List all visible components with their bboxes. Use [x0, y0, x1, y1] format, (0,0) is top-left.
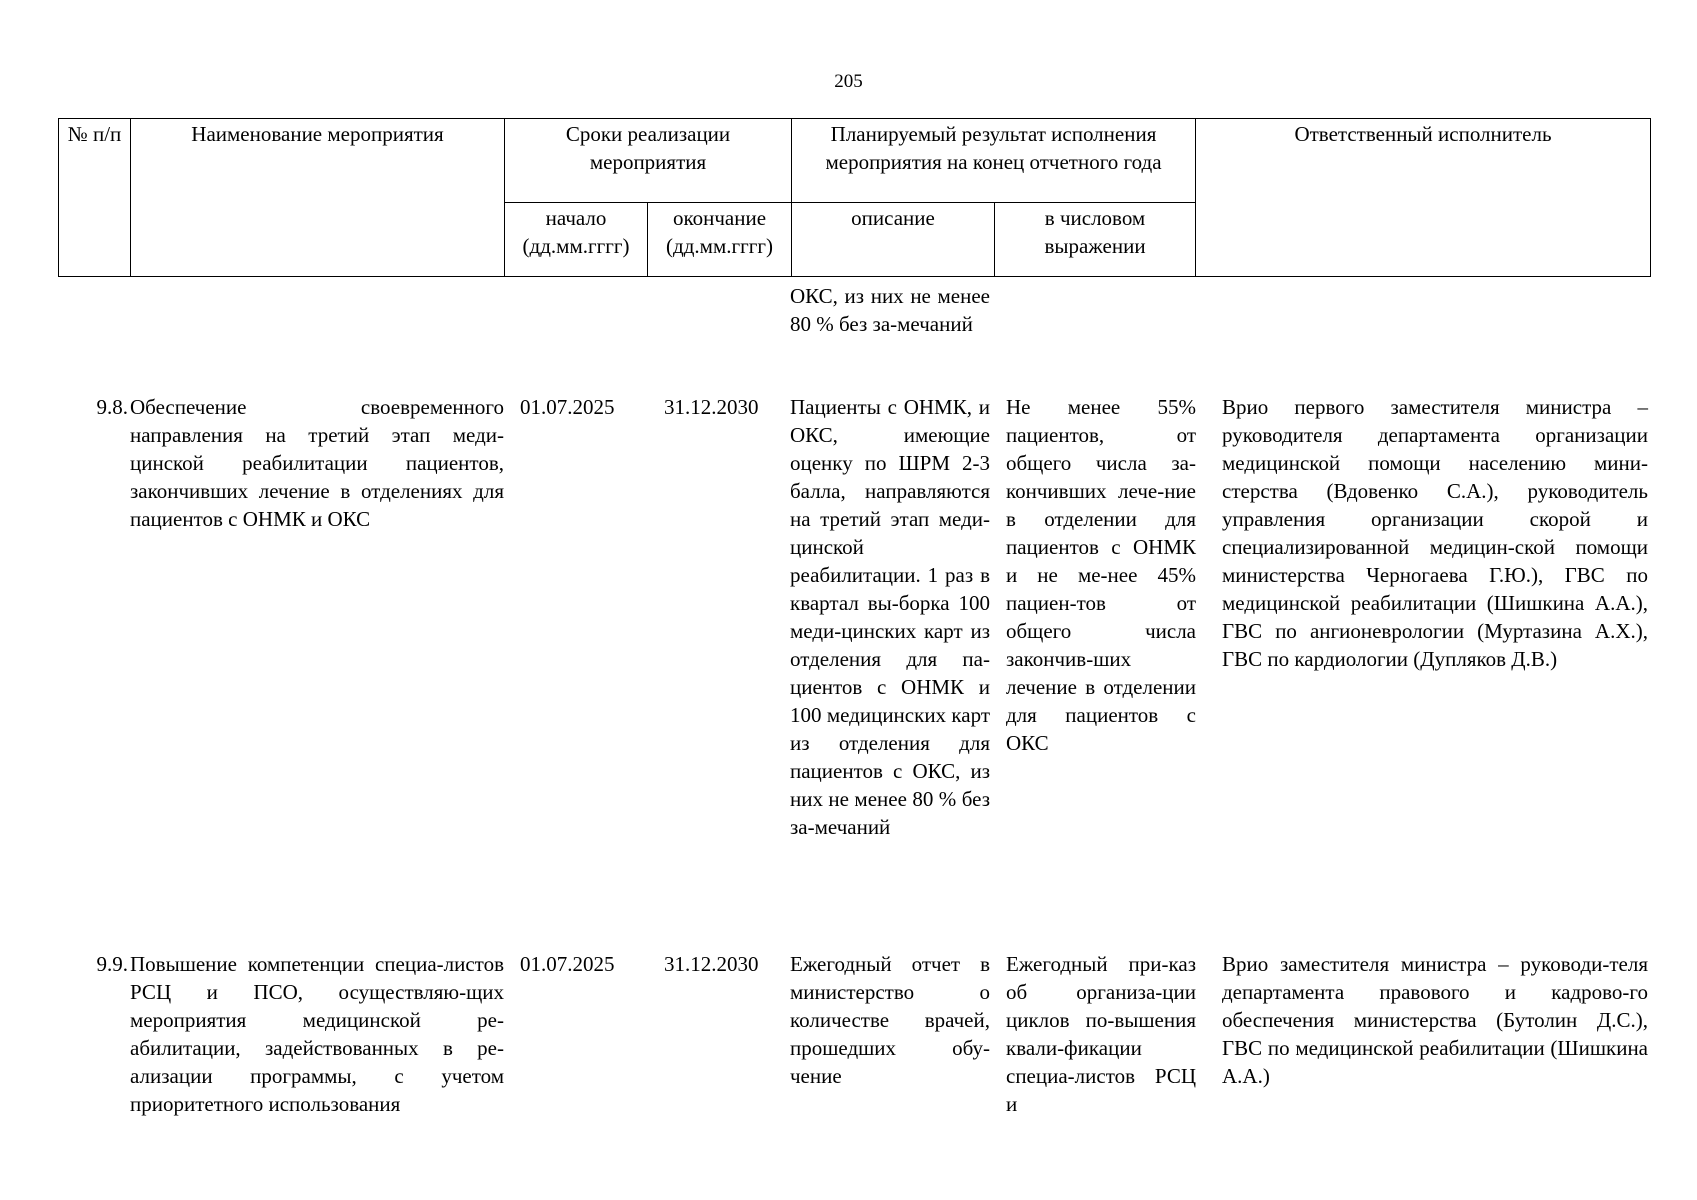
responsible-executor: Врио заместителя министра – руководи-теля департамента правового и кадрово-го обеспечения министерства (Бутолин Д.С.), ГВС по медицинской реабилитации (Шишкина А.А.) [1222, 952, 1648, 1088]
end-date: 31.12.2030 [664, 395, 759, 419]
row-number: 9.8. [96, 395, 128, 419]
header-result: Планируемый результат исполнения мероприятия на конец отчетного года [792, 119, 1196, 203]
end-date: 31.12.2030 [664, 952, 759, 976]
header-num: № п/п [59, 119, 131, 277]
header-numeric: в числовом выражении [995, 203, 1196, 277]
activity-name: Повышение компетенции специа-листов РСЦ и ПСО, осуществляю-щих мероприятия медицинской ре-абилитации, задействованных в ре-ализации программы, с учетом приоритетного использования [130, 952, 504, 1116]
responsible-executor: Врио первого заместителя министра – руководителя департамента организации медицинской помощи населению мини-стерства (Вдовенко С.А.), руководитель управления организации скорой и специализированной медицин-ской помощи министерства Черногаева Г.Ю.), ГВС по медицинской реабилитации (Шишкина А.А.), ГВС по ангионеврологии (Муртазина А.Х.), ГВС по кардиологии (Дупляков Д.В.) [1222, 395, 1648, 671]
result-numeric: Не менее 55% пациентов, от общего числа за-кончивших лече-ние в отделении для пациентов с ОНМК и не ме-нее 45% пациен-тов от общего числа закончив-ших лечение в отделении для пациентов с ОКС [1006, 395, 1196, 755]
header-terms: Сроки реализации мероприятия [505, 119, 792, 203]
start-date: 01.07.2025 [520, 395, 615, 419]
header-start: начало (дд.мм.гггг) [505, 203, 648, 277]
activity-name: Обеспечение своевременного направления на третий этап меди-цинской реабилитации пациентов, закончивших лечение в отделениях для пациентов с ОНМК и ОКС [130, 395, 504, 531]
result-numeric: Ежегодный при-каз об организа-ции циклов по-вышения квали-фикации специа-листов РСЦ и [1006, 952, 1196, 1116]
continuation-description: ОКС, из них не менее 80 % без за-мечаний [790, 284, 990, 336]
result-description: Пациенты с ОНМК, и ОКС, имеющие оценку по ШРМ 2-3 балла, направляются на третий этап меди-цинской реабилитации. 1 раз в квартал вы-борка 100 меди-цинских карт из отделения для па-циентов с ОНМК и 100 медицинских карт из отделения для пациентов с ОКС, из них не менее 80 % без за-мечаний [790, 395, 990, 839]
result-description: Ежегодный отчет в министерство о количестве врачей, прошедших обу-чение [790, 952, 990, 1088]
header-name: Наименование мероприятия [131, 119, 505, 277]
start-date: 01.07.2025 [520, 952, 615, 976]
table-header [58, 118, 1651, 277]
page-number: 205 [834, 71, 863, 92]
header-responsible: Ответственный исполнитель [1196, 119, 1651, 277]
header-end: окончание (дд.мм.гггг) [648, 203, 792, 277]
row-number: 9.9. [96, 952, 128, 976]
header-description: описание [792, 203, 995, 277]
